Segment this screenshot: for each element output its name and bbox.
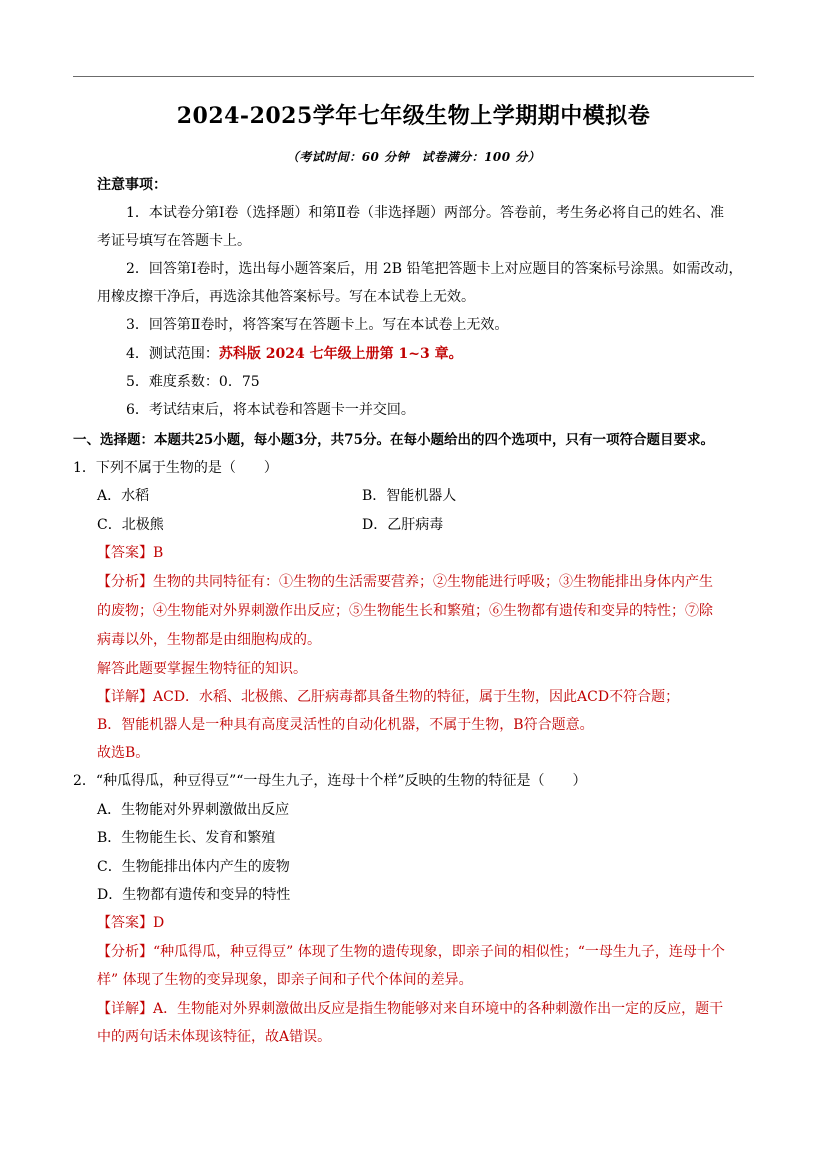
q2-analysis-1: 【分析】“种瓜得瓜，种豆得豆” 体现了生物的遗传现象，即亲子间的相似性；“一母生九子，连母十个 (97, 944, 725, 960)
q2-option-d: D．生物都有遗传和变异的特性 (97, 887, 291, 903)
q1-answer: 【答案】B (97, 545, 164, 561)
notice-item-6: 6．考试结束后，将本试卷和答题卡一并交回。 (126, 402, 415, 418)
notice-item-5: 5．难度系数：0．75 (126, 374, 260, 390)
notice-item-2-cont: 用橡皮擦干净后，再选涂其他答案标号。写在本试卷上无效。 (97, 289, 475, 305)
q1-stem: 1．下列不属于生物的是（ ） (73, 460, 278, 476)
notice-item-4-label: 4．测试范围： (126, 346, 219, 362)
notice-item-4-scope: 苏科版 2024 七年级上册第 1~3 章。 (218, 346, 463, 362)
q1-detail-2: B．智能机器人是一种具有高度灵活性的自动化机器，不属于生物，B符合题意。 (97, 717, 594, 733)
q1-detail-1: 【详解】ACD．水稻、北极熊、乙肝病毒都具备生物的特征，属于生物，因此ACD不符合题； (97, 689, 680, 705)
q2-analysis-2: 样” 体现了生物的变异现象，即亲子间和子代个体间的差异。 (97, 972, 473, 988)
section-heading: 一、选择题：本题共25小题，每小题3分，共75分。在每小题给出的四个选项中，只有一项符合题目要求。 (73, 432, 714, 448)
q2-option-a: A．生物能对外界刺激做出反应 (97, 802, 290, 818)
notice-item-4 (126, 344, 463, 364)
q2-option-b: B．生物能生长、发育和繁殖 (97, 830, 276, 846)
notice-item-2: 2．回答第Ⅰ卷时，选出每小题答案后，用 2B 铅笔把答题卡上对应题目的答案标号涂黑。如需改动， (126, 261, 743, 277)
exam-info: （考试时间：60 分钟 试卷满分：100 分） (286, 150, 541, 164)
q2-detail-1: 【详解】A．生物能对外界刺激做出反应是指生物能够对来自环境中的各种刺激作出一定的反应，题干 (97, 1001, 724, 1017)
q2-option-c: C．生物能排出体内产生的废物 (97, 859, 290, 875)
q1-analysis-2: 的废物；④生物能对外界刺激作出反应；⑤生物能生长和繁殖；⑥生物都有遗传和变异的特性；⑦除 (97, 603, 713, 619)
notice-heading: 注意事项： (97, 177, 167, 193)
notice-item-3: 3．回答第Ⅱ卷时，将答案写在答题卡上。写在本试卷上无效。 (126, 317, 509, 333)
q1-option-a: A．水稻 (97, 488, 150, 504)
header-rule (73, 76, 754, 77)
q1-analysis-1: 【分析】生物的共同特征有：①生物的生活需要营养；②生物能进行呼吸；③生物能排出身体内产生 (97, 574, 713, 590)
page-title: 2024-2025学年七年级生物上学期期中模拟卷 (176, 103, 651, 129)
q1-analysis-3: 病毒以外，生物都是由细胞构成的。 (97, 632, 321, 648)
q1-analysis-4: 解答此题要掌握生物特征的知识。 (97, 661, 307, 677)
q1-detail-3: 故选B。 (97, 745, 150, 761)
q1-option-b: B．智能机器人 (362, 488, 457, 504)
notice-item-1-cont: 考证号填写在答题卡上。 (97, 233, 251, 249)
q1-option-c: C．北极熊 (97, 517, 164, 533)
q2-stem: 2．“种瓜得瓜，种豆得豆”“一母生九子，连母十个样”反映的生物的特征是（ ） (73, 773, 587, 789)
notice-item-1: 1．本试卷分第Ⅰ卷（选择题）和第Ⅱ卷（非选择题）两部分。答卷前，考生务必将自己的姓名、准 (126, 205, 724, 221)
q1-option-d: D．乙肝病毒 (362, 517, 444, 533)
q2-detail-2: 中的两句话未体现该特征，故A错误。 (97, 1029, 332, 1045)
q2-answer: 【答案】D (97, 915, 165, 931)
